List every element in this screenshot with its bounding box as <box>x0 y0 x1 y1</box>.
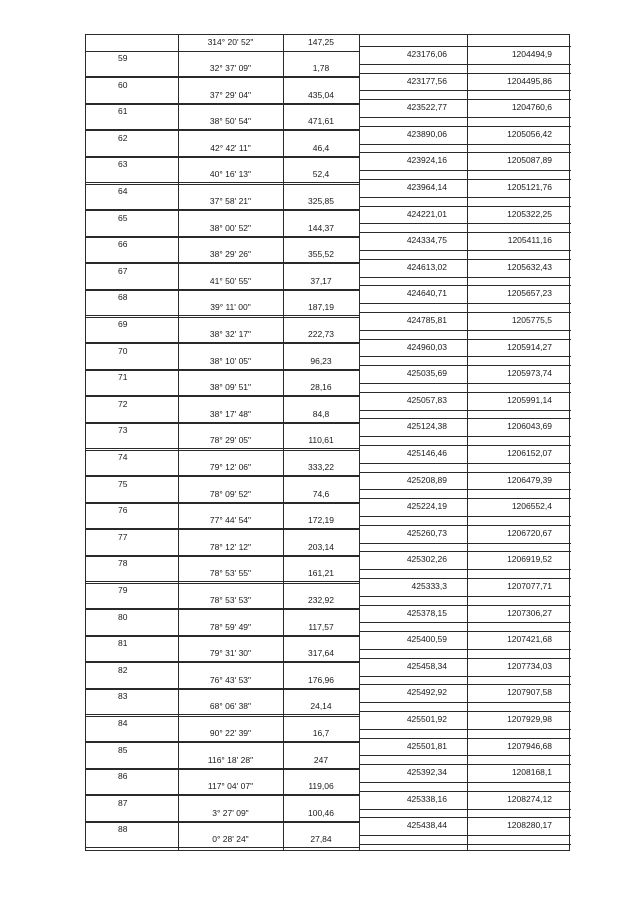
row-divider <box>86 503 359 504</box>
point-number: 79 <box>118 585 128 595</box>
segment-length: 52,4 <box>312 169 330 180</box>
row-divider <box>86 51 359 52</box>
segment-length: 176,96 <box>308 674 334 685</box>
row-divider <box>359 738 571 739</box>
point-x: 425260,73 <box>406 527 447 538</box>
column-divider <box>359 35 360 850</box>
segment-angle: 78° 09' 52" <box>209 488 252 499</box>
point-number: 64 <box>118 186 128 196</box>
row-divider <box>359 596 571 597</box>
row-divider <box>359 472 571 473</box>
point-x: 423522,77 <box>406 102 447 113</box>
segment-angle: 38° 09' 51" <box>209 382 252 393</box>
segment-angle: 38° 50' 54" <box>209 116 252 127</box>
point-number: 77 <box>118 531 128 542</box>
row-divider <box>86 104 359 105</box>
row-divider <box>359 410 571 411</box>
segment-length: 232,92 <box>308 595 334 605</box>
segment-length: 27,84 <box>310 834 332 845</box>
point-y: 1207077,71 <box>507 581 552 591</box>
point-x: 424334,75 <box>406 235 447 246</box>
segment-length: 203,14 <box>308 541 334 552</box>
point-number: 60 <box>118 79 128 90</box>
row-divider <box>359 259 571 260</box>
point-y: 1208168,1 <box>511 767 552 778</box>
row-divider <box>86 184 359 185</box>
row-divider <box>86 237 359 238</box>
point-y: 1205322,25 <box>507 208 552 219</box>
point-y: 1207734,03 <box>507 660 552 671</box>
row-divider <box>86 450 359 451</box>
segment-angle: 78° 29' 05" <box>209 435 252 446</box>
point-x: 425124,38 <box>406 421 447 432</box>
segment-length: 471,61 <box>308 116 334 127</box>
segment-length: 161,21 <box>308 568 334 579</box>
point-y: 1208274,12 <box>507 793 552 804</box>
row-divider <box>359 339 571 340</box>
row-divider <box>86 822 359 823</box>
point-number: 87 <box>118 797 128 808</box>
row-divider <box>359 250 571 251</box>
row-divider <box>359 605 571 606</box>
point-x: 423924,16 <box>406 155 447 166</box>
point-x: 424640,71 <box>406 288 447 299</box>
point-x: 425458,34 <box>406 660 447 671</box>
point-y: 1205991,14 <box>507 394 552 405</box>
row-divider <box>359 551 571 552</box>
point-x: 425146,46 <box>406 448 447 458</box>
row-divider <box>359 489 571 490</box>
row-divider <box>359 223 571 224</box>
point-x: 424960,03 <box>406 341 447 352</box>
segment-length: 24,14 <box>310 701 332 712</box>
point-number: 69 <box>118 319 128 329</box>
segment-angle: 3° 27' 09" <box>212 807 249 818</box>
point-y: 1205775,5 <box>511 315 552 325</box>
point-y: 1206919,52 <box>507 554 552 565</box>
point-x: 425338,16 <box>406 793 447 804</box>
segment-length: 110,61 <box>308 435 334 446</box>
segment-angle: 117° 04' 07" <box>207 781 254 792</box>
point-y: 1205056,42 <box>507 128 552 139</box>
point-x: 425501,81 <box>406 740 447 751</box>
row-divider <box>86 583 359 584</box>
row-divider <box>86 370 359 371</box>
row-divider <box>359 445 571 446</box>
point-x: 425501,92 <box>406 714 447 724</box>
segment-angle: 78° 59' 49" <box>209 621 252 632</box>
segment-angle: 37° 29' 04" <box>209 89 252 100</box>
row-divider <box>359 330 571 331</box>
segment-length: 355,52 <box>308 249 334 260</box>
row-divider <box>86 847 359 848</box>
segment-angle: 38° 29' 26" <box>209 249 252 260</box>
row-divider <box>86 290 359 291</box>
segment-length: 147,25 <box>308 37 334 47</box>
row-divider <box>86 476 359 477</box>
point-y: 1204760,6 <box>511 102 552 113</box>
point-number: 86 <box>118 771 128 782</box>
segment-length: 100,46 <box>308 807 334 818</box>
point-number: 80 <box>118 611 128 622</box>
row-divider <box>359 197 571 198</box>
row-divider <box>359 711 571 712</box>
point-number: 84 <box>118 718 128 728</box>
row-divider <box>359 729 571 730</box>
row-divider <box>86 263 359 264</box>
segment-length: 84,8 <box>312 408 330 419</box>
point-y: 1208280,17 <box>507 820 552 831</box>
row-divider <box>359 117 571 118</box>
point-x: 424785,81 <box>406 315 447 325</box>
segment-angle: 41° 50' 55" <box>209 275 252 286</box>
row-divider <box>359 622 571 623</box>
row-divider <box>359 99 571 100</box>
segment-length: 1,78 <box>312 63 330 73</box>
segment-angle: 78° 53' 53" <box>209 595 252 605</box>
row-divider <box>359 649 571 650</box>
point-y: 1206152,07 <box>507 448 552 458</box>
row-divider <box>359 383 571 384</box>
row-divider <box>359 578 571 579</box>
row-divider <box>359 356 571 357</box>
row-divider <box>359 809 571 810</box>
segment-angle: 79° 31' 30" <box>209 648 252 659</box>
row-divider <box>359 525 571 526</box>
point-number: 83 <box>118 691 128 702</box>
segment-angle: 0° 28' 24" <box>212 834 249 845</box>
point-number: 74 <box>118 452 128 462</box>
point-number: 68 <box>118 292 128 303</box>
row-divider <box>359 365 571 366</box>
row-divider <box>359 312 571 313</box>
point-number: 81 <box>118 638 128 649</box>
segment-angle: 77° 44' 54" <box>209 515 252 526</box>
point-x: 425035,69 <box>406 368 447 379</box>
point-number: 75 <box>118 478 128 489</box>
point-number: 63 <box>118 159 128 170</box>
row-divider <box>359 144 571 145</box>
point-number: 73 <box>118 425 128 436</box>
row-divider <box>86 210 359 211</box>
row-divider <box>359 631 571 632</box>
row-divider <box>359 232 571 233</box>
segment-length: 222,73 <box>308 329 334 339</box>
row-divider <box>359 46 571 47</box>
row-divider <box>86 343 359 344</box>
segment-angle: 38° 10' 05" <box>209 355 252 366</box>
point-number: 59 <box>118 53 128 63</box>
segment-length: 46,4 <box>312 142 330 153</box>
point-number: 70 <box>118 345 128 356</box>
row-divider <box>359 463 571 464</box>
point-x: 425057,83 <box>406 394 447 405</box>
segment-angle: 116° 18' 28" <box>207 754 254 765</box>
row-divider <box>359 277 571 278</box>
row-divider <box>359 152 571 153</box>
row-divider <box>359 764 571 765</box>
row-divider <box>359 755 571 756</box>
point-x: 424221,01 <box>406 208 447 219</box>
point-y: 1205657,23 <box>507 288 552 299</box>
point-x: 423176,06 <box>406 49 447 59</box>
row-divider <box>86 716 359 717</box>
row-divider <box>86 609 359 610</box>
row-divider <box>86 636 359 637</box>
point-y: 1205121,76 <box>507 182 552 192</box>
row-divider <box>359 516 571 517</box>
segment-length: 172,19 <box>308 515 334 526</box>
point-x: 423890,06 <box>406 128 447 139</box>
point-x: 423964,14 <box>406 182 447 192</box>
row-divider <box>359 817 571 818</box>
row-divider <box>359 392 571 393</box>
point-y: 1206552,4 <box>511 501 552 512</box>
point-number: 67 <box>118 265 128 276</box>
segment-length: 74,6 <box>312 488 330 499</box>
point-x: 425302,26 <box>406 554 447 565</box>
point-y: 1207421,68 <box>507 634 552 645</box>
row-divider <box>86 795 359 796</box>
row-divider <box>86 423 359 424</box>
segment-length: 37,17 <box>310 275 332 286</box>
point-y: 1207929,98 <box>507 714 552 724</box>
point-y: 1207306,27 <box>507 607 552 618</box>
row-divider <box>359 498 571 499</box>
row-divider <box>86 77 359 78</box>
row-divider <box>359 90 571 91</box>
point-x: 425438,44 <box>406 820 447 831</box>
segment-length: 117,57 <box>308 621 334 632</box>
segment-angle: 39° 11' 00" <box>210 302 251 313</box>
row-divider <box>359 791 571 792</box>
row-divider <box>359 73 571 74</box>
segment-angle: 76° 43' 53" <box>209 674 252 685</box>
point-number: 62 <box>118 132 128 143</box>
point-y: 1205087,89 <box>507 155 552 166</box>
segment-length: 187,19 <box>308 302 334 313</box>
segment-angle: 38° 00' 52" <box>209 222 252 233</box>
coordinates-table <box>85 34 570 851</box>
segment-length: 119,06 <box>308 781 334 792</box>
segment-angle: 78° 53' 55" <box>209 568 252 579</box>
row-divider <box>359 179 571 180</box>
segment-angle: 32° 37' 09" <box>209 63 252 73</box>
row-divider <box>86 130 359 131</box>
column-divider <box>467 35 468 850</box>
point-y: 1205632,43 <box>507 261 552 272</box>
segment-angle: 38° 17' 48" <box>209 408 252 419</box>
segment-length: 28,16 <box>310 382 332 393</box>
row-divider <box>86 157 359 158</box>
point-number: 72 <box>118 398 128 409</box>
point-number: 88 <box>118 824 128 835</box>
point-y: 1206720,67 <box>507 527 552 538</box>
row-divider <box>86 742 359 743</box>
row-divider <box>359 418 571 419</box>
row-divider <box>86 317 359 318</box>
row-divider <box>359 285 571 286</box>
segment-angle: 90° 22' 39" <box>209 728 252 738</box>
segment-length: 16,7 <box>312 728 330 738</box>
point-number: 78 <box>118 558 128 569</box>
point-x: 425400,59 <box>406 634 447 645</box>
row-divider <box>86 556 359 557</box>
segment-length: 435,04 <box>308 89 334 100</box>
point-x: 425492,92 <box>406 687 447 698</box>
point-number: 82 <box>118 664 128 675</box>
row-divider <box>359 684 571 685</box>
point-number: 65 <box>118 212 128 223</box>
segment-angle: 38° 32' 17" <box>209 329 252 339</box>
point-y: 1205411,16 <box>507 235 552 246</box>
row-divider <box>359 676 571 677</box>
row-divider <box>359 844 571 845</box>
row-divider <box>359 436 571 437</box>
row-divider <box>359 543 571 544</box>
point-x: 425333,3 <box>411 581 447 591</box>
row-divider <box>359 126 571 127</box>
point-x: 425224,19 <box>406 501 447 512</box>
segment-angle: 40° 16' 13" <box>209 169 252 180</box>
segment-angle: 68° 06' 38" <box>209 701 252 712</box>
segment-length: 247 <box>313 754 329 765</box>
point-y: 1206479,39 <box>507 474 552 485</box>
segment-length: 144,37 <box>308 222 334 233</box>
row-divider <box>359 658 571 659</box>
row-divider <box>359 170 571 171</box>
segment-length: 325,85 <box>308 196 334 206</box>
row-divider <box>359 303 571 304</box>
point-y: 1206043,69 <box>507 421 552 432</box>
point-y: 1205973,74 <box>507 368 552 379</box>
point-x: 423177,56 <box>406 75 447 86</box>
point-number: 71 <box>118 372 128 383</box>
point-x: 425378,15 <box>406 607 447 618</box>
point-y: 1204494,9 <box>511 49 552 59</box>
segment-angle: 79° 12' 06" <box>209 462 252 472</box>
point-number: 76 <box>118 505 128 516</box>
row-divider <box>86 689 359 690</box>
row-divider <box>359 702 571 703</box>
point-x: 425392,34 <box>406 767 447 778</box>
row-divider <box>86 769 359 770</box>
point-y: 1204495,86 <box>507 75 552 86</box>
row-divider <box>359 64 571 65</box>
segment-angle: 37° 58' 21" <box>209 196 252 206</box>
point-x: 425208,89 <box>406 474 447 485</box>
point-y: 1207907,58 <box>507 687 552 698</box>
row-divider <box>86 662 359 663</box>
segment-angle: 78° 12' 12" <box>209 541 252 552</box>
row-divider <box>359 835 571 836</box>
segment-length: 96,23 <box>310 355 332 366</box>
point-y: 1205914,27 <box>507 341 552 352</box>
row-divider <box>359 569 571 570</box>
segment-length: 333,22 <box>308 462 334 472</box>
segment-length: 317,64 <box>308 648 334 659</box>
row-divider <box>359 206 571 207</box>
point-x: 424613,02 <box>406 261 447 272</box>
row-divider <box>86 396 359 397</box>
point-number: 61 <box>118 106 128 117</box>
point-y: 1207946,68 <box>507 740 552 751</box>
row-divider <box>359 782 571 783</box>
point-number: 66 <box>118 239 128 250</box>
row-divider <box>86 529 359 530</box>
point-number: 85 <box>118 744 128 755</box>
segment-angle: 42° 42' 11" <box>210 142 251 153</box>
segment-angle: 314° 20' 52" <box>207 37 254 47</box>
